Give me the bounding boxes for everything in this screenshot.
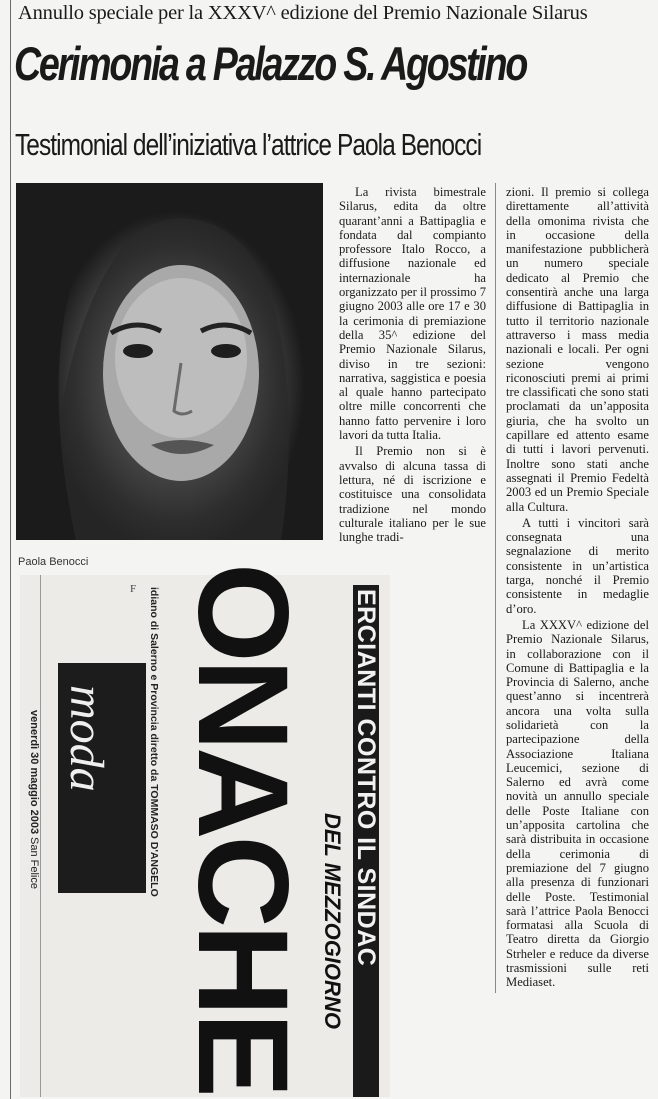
masthead-subtitle: DEL MEZZOGIORNO [320, 813, 345, 1029]
paragraph: La rivista bimestrale Silarus, edita da oltre quarant’anni a Battipaglia e fondata dal compianto professore Italo Rocco, a diffusione nazionale ed internazionale ha organizzato per il prossimo 7 giugno 2003 alle ore 17 e 30 la cerimonia di premiazione della 35^ edizione del Premio Nazionale Silarus, diviso in tre sezioni: narrativa, saggistica e poesia al quale hanno partecipato oltre mille concorrenti che hanno fatto pervenire i loro lavori da tutta Italia. [339, 185, 486, 443]
article-column-1 [339, 185, 486, 571]
newspaper-clipping [20, 563, 390, 1097]
portrait-illustration [16, 183, 323, 540]
masthead-line: idiano di Salerno e Provincia diretto da TOMMASO D'ANGELO [148, 587, 160, 897]
paragraph: La XXXV^ edizione del Premio Nazionale Silarus, in collaborazione con il Comune di Battipaglia e la Provincia di Salerno, anche quest’anno si incentrerà ancora una volta sulla solidarietà con la partecipazione della Associazione Italiana Leucemici, sezione di Salerno ed avrà come novità un annullo speciale delle Poste Italiane con un’apposita cartolina che sarà distribuita in occasione della cerimonia di premiazione del 7 giugno alla presenza di funzionari delle Poste. Testimonial sarà l’attrice Paola Benocci formatasi alla Scuola di Teatro diretta da Giorgio Strheler e reduce da diverse trasmissioni sulle reti Mediaset. [506, 617, 649, 990]
paragraph: zioni. Il premio si collega direttamente all’attività della omonima rivista che in occasione della manifestazione pubblicherà un numero speciale dedicato al Premio che consentirà anche una larga diffusione di Battipaglia in tutto il territorio nazionale attraverso i mass media nazionali e locali. Per ogni sezione vengono riconosciuti premi ai primi tre classificati che sono stati proclamati da un’apposita giuria, che ha svolto un capillare ed attento esame di tutti i lavori pervenuti. Inoltre sono stati anche assegnati il Premio Fedeltà 2003 ed un Premio Speciale alla Cultura. [506, 185, 649, 514]
paragraph: A tutti i vincitori sarà consegnata una segnalazione di merito consistente in un’artistica targa, nonché il Premio consistente in medaglie d’oro. [506, 515, 649, 616]
fold-mark: F [130, 583, 137, 595]
issue-place: San Felice [28, 837, 40, 889]
headline-band-text: ERCIANTI CONTRO IL SINDAC [352, 589, 380, 967]
masthead-title: ONACHE [171, 563, 314, 1094]
article-subheadline: Testimonial dell’iniziativa l’attrice Paola Benocci [15, 127, 482, 162]
article-headline: Cerimonia a Palazzo S. Agostino [14, 37, 527, 90]
clipping-page-edge [20, 575, 41, 1097]
column-divider [495, 183, 496, 993]
photo-caption: Paola Benocci [18, 556, 89, 568]
article-column-2 [506, 185, 649, 990]
portrait-photo [16, 183, 323, 540]
page-edge-line [10, 0, 11, 1099]
paragraph: Il Premio non si è avvalso di alcuna tassa di lettura, né di iscrizione e costituisce una consolidata tradizione nel mondo culturale italiano per le sue lunghe tradi- [339, 444, 486, 545]
moda-ad-word: moda [60, 685, 113, 792]
issue-date: venerdì 30 maggio 2003 [28, 710, 40, 835]
article-kicker: Annullo speciale per la XXXV^ edizione del Premio Nazionale Silarus [18, 2, 588, 24]
